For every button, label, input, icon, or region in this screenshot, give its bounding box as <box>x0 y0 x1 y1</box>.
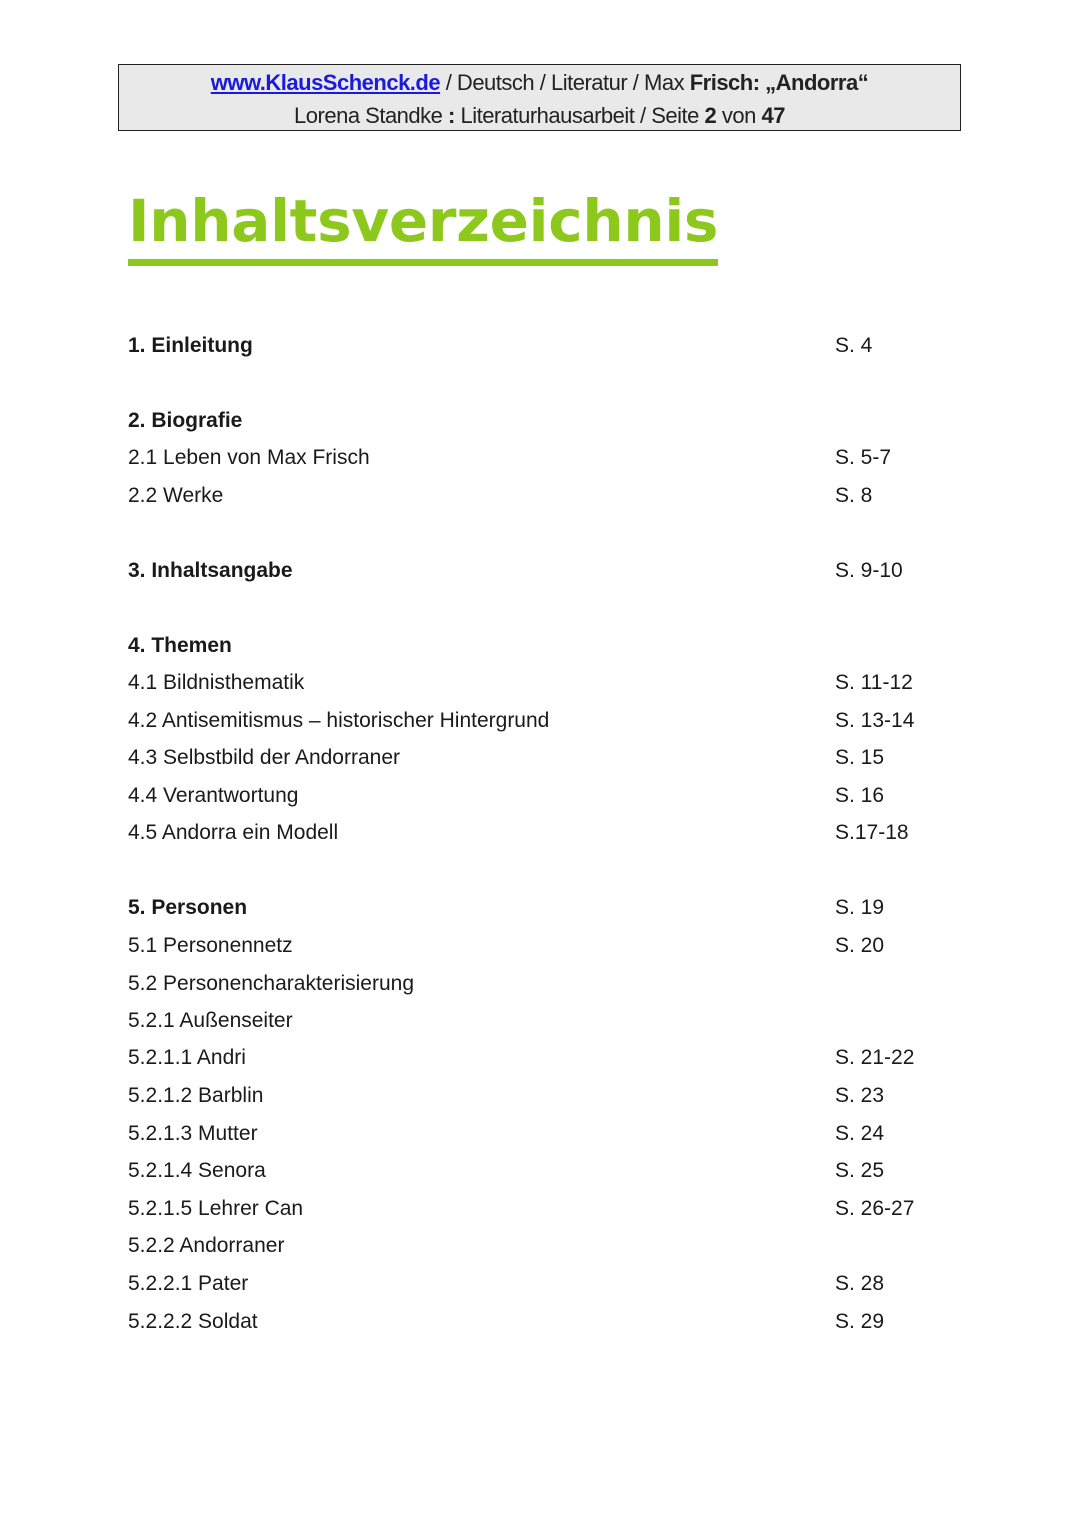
toc-entry-page: S. 24 <box>835 1122 885 1145</box>
toc-entry-page: S. 5-7 <box>835 446 892 469</box>
toc-entry-page: S.17-18 <box>835 821 909 844</box>
header-page-number: 2 <box>704 103 717 128</box>
toc-entry-label: 5.2.1.1 Andri <box>128 1046 246 1069</box>
toc-entry-label: 5.2.2.1 Pater <box>128 1272 249 1295</box>
toc-entry-label: 5.2.1.4 Senora <box>128 1159 266 1182</box>
header-author: Lorena Standke <box>294 103 443 128</box>
toc-entry-label: 5.2.1.2 Barblin <box>128 1084 264 1107</box>
toc-entry-label: 4.5 Andorra ein Modell <box>128 821 339 844</box>
toc-entry-label: 1. Einleitung <box>128 334 253 357</box>
toc-entry-label: 5.2 Personencharakterisierung <box>128 972 415 995</box>
toc-entry-page: S. 16 <box>835 784 885 807</box>
toc-entry <box>128 556 948 586</box>
toc-entry-page: S. 13-14 <box>835 709 915 732</box>
toc-entry-page: S. 8 <box>835 484 873 507</box>
toc-entry <box>128 1156 948 1186</box>
toc-entry-label: 5.2.1 Außenseiter <box>128 1009 293 1032</box>
toc-entry-label: 4.2 Antisemitismus – historischer Hintergrund <box>128 709 550 732</box>
toc-entry-label: 2. Biografie <box>128 409 243 432</box>
toc-entry-label: 2.1 Leben von Max Frisch <box>128 446 370 469</box>
toc-entry-page: S. 19 <box>835 896 885 919</box>
toc-entry-label: 4. Themen <box>128 634 232 657</box>
toc-entry-page: S. 11-12 <box>835 671 913 694</box>
toc-entry-label: 2.2 Werke <box>128 484 224 507</box>
toc-entry <box>128 931 948 961</box>
header-line-2 <box>119 99 960 132</box>
toc-entry <box>128 1043 948 1073</box>
toc-entry <box>128 631 948 661</box>
toc-entry <box>128 893 948 923</box>
toc-entry-page: S. 4 <box>835 334 873 357</box>
toc-entry <box>128 1231 948 1261</box>
header-line-1 <box>119 66 960 99</box>
toc-entry-label: 5.2.2 Andorraner <box>128 1234 285 1257</box>
toc-entry-label: 4.1 Bildnisthematik <box>128 671 305 694</box>
toc-entry-page: S. 20 <box>835 934 885 957</box>
toc-entry <box>128 331 948 361</box>
toc-entry <box>128 1269 948 1299</box>
toc-entry <box>128 481 948 511</box>
toc-entry <box>128 1119 948 1149</box>
toc-entry-label: 5. Personen <box>128 896 248 919</box>
page-header <box>118 64 961 131</box>
toc-entry-label: 4.4 Verantwortung <box>128 784 299 807</box>
header-separator: : <box>442 103 461 128</box>
toc-entry <box>128 406 948 436</box>
header-page-total: 47 <box>761 103 785 128</box>
toc-entry-label: 5.2.1.5 Lehrer Can <box>128 1197 304 1220</box>
toc-entry-label: 5.1 Personennetz <box>128 934 293 957</box>
toc-entry-page: S. 25 <box>835 1159 885 1182</box>
toc-entry <box>128 969 948 999</box>
header-work-title: Frisch: „Andorra“ <box>689 70 869 95</box>
website-link[interactable]: www.KlausSchenck.de <box>210 70 441 95</box>
toc-entry-label: 5.2.1.3 Mutter <box>128 1122 258 1145</box>
toc-entry <box>128 781 948 811</box>
toc-entry-page: S. 28 <box>835 1272 885 1295</box>
toc-entry-page: S. 23 <box>835 1084 885 1107</box>
toc-entry-label: 5.2.2.2 Soldat <box>128 1310 258 1333</box>
toc-entry <box>128 668 948 698</box>
toc-entry <box>128 1307 948 1337</box>
page-title: Inhaltsverzeichnis <box>128 183 718 266</box>
toc-entry <box>128 706 948 736</box>
header-doc-type: Literaturhausarbeit / Seite <box>460 103 705 128</box>
toc-entry-page: S. 15 <box>835 746 885 769</box>
toc-entry-page: S. 26-27 <box>835 1197 915 1220</box>
header-of: von <box>716 103 762 128</box>
toc-entry-page: S. 21-22 <box>835 1046 915 1069</box>
toc-entry <box>128 1081 948 1111</box>
toc-entry <box>128 1006 948 1036</box>
toc-entry <box>128 818 948 848</box>
toc-entry <box>128 743 948 773</box>
toc-entry <box>128 443 948 473</box>
toc-entry-page: S. 29 <box>835 1310 885 1333</box>
toc-entry <box>128 1194 948 1224</box>
toc-entry-label: 3. Inhaltsangabe <box>128 559 293 582</box>
toc-entry-label: 4.3 Selbstbild der Andorraner <box>128 746 401 769</box>
header-breadcrumb: / Deutsch / Literatur / Max <box>440 70 690 95</box>
toc-entry-page: S. 9-10 <box>835 559 903 582</box>
